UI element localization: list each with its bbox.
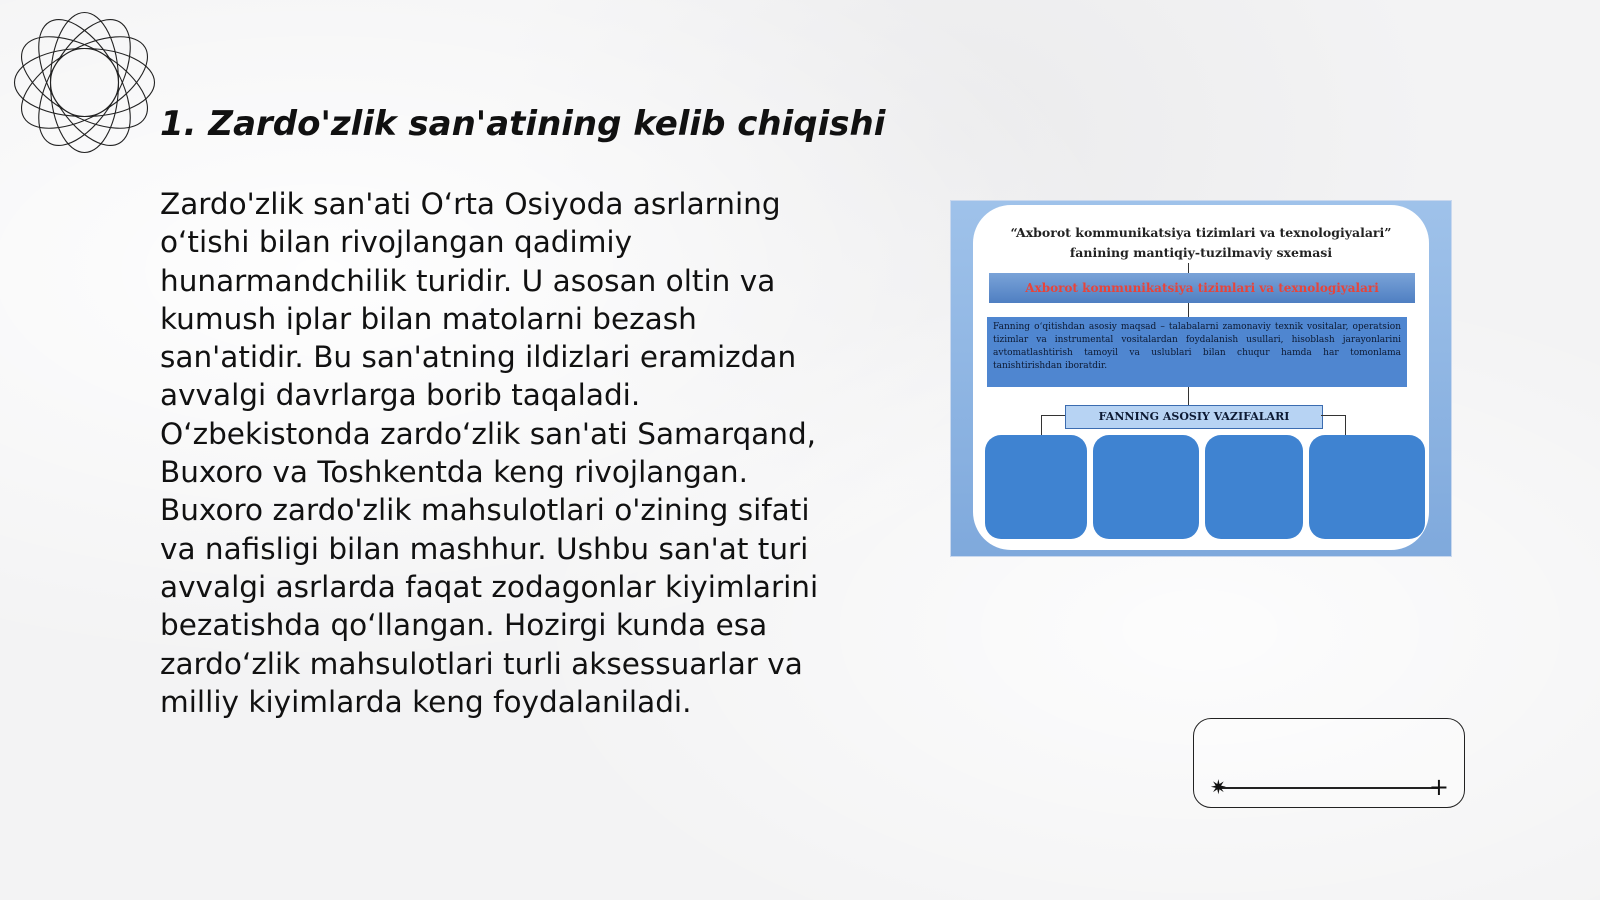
slide-body-text: Zardo'zlik san'ati O‘rta Osiyoda asrlarning o‘tishi bilan rivojlangan qadimiy hunarmandchilik turidir. U asosan oltin va kumush iplar bilan matolarni bezash san'atidir. Bu san'atning ildizlari eramizdan avvalgi davrlarga borib taqaladi. O‘zbekistonda zardo‘zlik san'ati Samarqand, Buxoro va Toshkentda keng rivojlangan. Buxoro zardo'zlik mahsulotlari o'zining sifati va nafisligi bilan mashhur. Ushbu san'at turi avvalgi asrlarda faqat zodagonlar kiyimlarini bezatishda qo‘llangan. Hozirgi kunda esa zardo‘zlik mahsulotlari turli aksessuarlar va milliy kiyimlarda keng foydalaniladi. [160,187,819,719]
diagram-panel [973,205,1429,550]
wireframe-sphere-icon [12,10,157,155]
decorative-card [1193,718,1465,808]
slide-title: 1. Zardo'zlik san'atining kelib chiqishi [160,104,886,144]
card-divider-line [1220,787,1438,789]
diagram-heading [973,223,1429,263]
diagram-task-box [1093,435,1199,539]
connector-line [1188,387,1189,405]
crosshair-plus-icon: + [1428,773,1449,801]
connector-line [1041,415,1042,435]
diagram-goal-text: Fanning o‘qitishdan asosiy maqsad – talabalarni zamonaviy texnik vositalar, operatsion tizimlar va instrumental vositalardan foydalanish usullari, hisoblash jarayonlarini avtomatlashtirish tamoyil va uslublari bilan chuqur hamda har tomonlama tanishtirishdan iboratdir. [987,317,1407,387]
diagram-task-box [1309,435,1425,539]
connector-line [1345,415,1346,435]
diagram-task-box [985,435,1087,539]
sparkle-icon: ✷ [1210,775,1227,799]
diagram-heading-line2: fanining mantiqiy-tuzilmaviy sxemasi [1069,245,1333,260]
connector-line [1041,415,1065,416]
diagram-heading-line1: “Axborot kommunikatsiya tizimlari va texnologiyalari” [1010,225,1392,240]
diagram-tasks-label: FANNING ASOSIY VAZIFALARI [1065,405,1323,429]
diagram-image [950,200,1452,557]
diagram-banner: Axborot kommunikatsiya tizimlari va texnologiyalari [989,273,1415,303]
diagram-task-box [1205,435,1303,539]
connector-line [1321,415,1345,416]
connector-line [1188,263,1189,273]
connector-line [1188,303,1189,317]
